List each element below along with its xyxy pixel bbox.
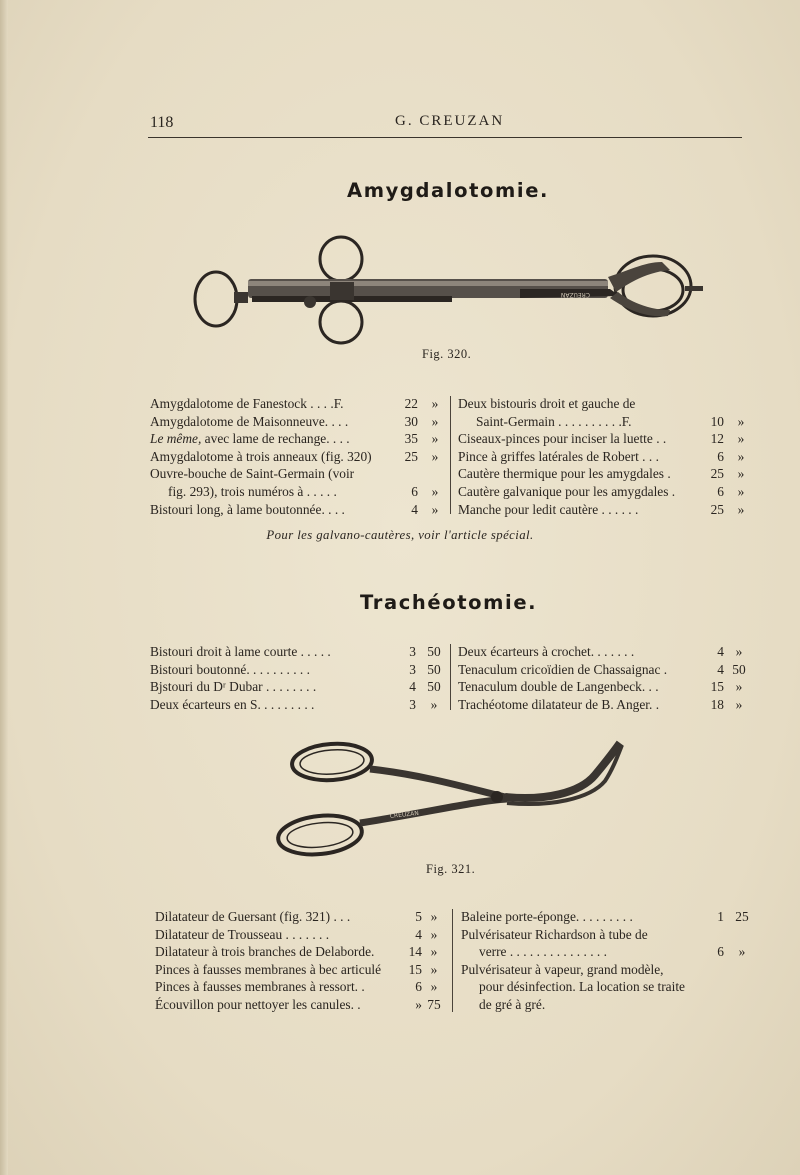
item-price-francs: 6	[717, 944, 724, 960]
item-label	[458, 661, 667, 679]
item-price-centimes: »	[430, 961, 438, 977]
item-label	[150, 430, 350, 448]
item-label	[479, 996, 545, 1014]
price-list-row	[458, 465, 758, 483]
item-label-text: Pulvérisateur Richardson à tube de	[461, 926, 648, 942]
item-label-text: Bjstouri du Dʳ Dubar . . . . . . . .	[150, 679, 317, 695]
item-label-text: Bistouri boutonné. . . . . . . . . .	[150, 661, 310, 677]
item-label-text: de gré à gré.	[479, 996, 546, 1012]
dilatateurs-column-divider	[452, 909, 453, 1012]
item-label	[155, 908, 350, 926]
item-label-text: Deux écarteurs à crochet. . . . . . .	[458, 644, 635, 659]
price-list-row	[155, 996, 450, 1014]
item-price-francs: 1	[717, 909, 724, 924]
item-price-francs: 4	[411, 501, 418, 517]
item-label-text: Pince à griffes latérales de Robert . . .	[458, 448, 659, 464]
item-price-centimes: »	[737, 448, 745, 464]
price-list-row	[150, 696, 445, 714]
item-label-text: pour désinfection. La location se traite	[479, 979, 685, 995]
item-price-francs: 4	[717, 644, 724, 659]
amygdalotomie-column-divider	[450, 396, 451, 514]
dilatateurs-right-list	[461, 908, 761, 1014]
item-label	[461, 961, 663, 979]
amygdalotomie-right-list	[458, 395, 758, 518]
amygdalotome-engraving: CREUZAN	[560, 291, 590, 298]
item-price-francs: 3	[409, 696, 416, 712]
item-price-francs: 3	[409, 661, 416, 677]
galvano-cautere-note: Pour les galvano-cautères, voir l'article spécial.	[266, 528, 534, 542]
item-label-text: Deux écarteurs en S. . . . . . . . .	[150, 696, 315, 712]
item-price-centimes: »	[735, 696, 743, 712]
item-price-francs: 6	[411, 483, 418, 499]
price-list-row	[461, 926, 761, 944]
price-list-row	[155, 908, 450, 926]
dilatateurs-left-list	[155, 908, 450, 1014]
item-label	[458, 696, 659, 714]
item-label	[155, 996, 361, 1014]
item-label	[150, 661, 310, 679]
item-label-text: Bistouri droit à lame courte . . . . .	[150, 644, 331, 659]
item-label	[150, 413, 348, 431]
figure-caption-320: Fig. 320.	[422, 347, 472, 361]
price-list-row	[458, 413, 758, 431]
item-label-text: Dilatateur de Guersant (fig. 321) . . .	[155, 909, 351, 924]
item-label	[458, 501, 638, 519]
item-label-text: Ouvre-bouche de Saint-Germain (voir	[150, 466, 355, 482]
item-label-text: Écouvillon pour nettoyer les canules. .	[155, 996, 361, 1012]
figure-caption-321: Fig. 321.	[426, 862, 476, 876]
item-label-text: Saint-Germain . . . . . . . . . .F.	[476, 413, 632, 429]
item-label-text: Cautère galvanique pour les amygdales .	[458, 483, 676, 499]
item-price-centimes: »	[738, 944, 746, 960]
price-list-row	[461, 996, 761, 1014]
item-price-centimes: »	[431, 448, 439, 464]
item-price-francs: 25	[710, 466, 724, 482]
item-label-text: Amygdalotome de Maisonneuve. . . .	[150, 413, 349, 429]
item-label	[458, 678, 659, 696]
item-label	[150, 448, 372, 466]
item-price-francs: 14	[408, 944, 422, 960]
item-label-text: Baleine porte-éponge. . . . . . . . .	[461, 909, 633, 924]
item-price-francs: 4	[415, 926, 422, 942]
price-list-row	[461, 908, 761, 926]
page-spine	[0, 0, 8, 1175]
item-price-centimes: »	[737, 466, 745, 482]
item-label	[150, 395, 343, 413]
price-list-row	[150, 413, 445, 431]
item-price-centimes: »	[431, 413, 439, 429]
item-label	[168, 483, 337, 501]
item-label	[461, 926, 648, 944]
item-price-francs: 6	[717, 483, 724, 499]
price-list-row	[458, 696, 758, 714]
item-label-text: avec lame de rechange. . . .	[201, 431, 350, 447]
item-label	[150, 465, 354, 483]
item-label	[479, 978, 685, 996]
item-price-francs: 22	[404, 396, 418, 411]
item-label	[461, 908, 633, 926]
dilator-illustration-icon	[275, 735, 630, 860]
item-label-text: verre . . . . . . . . . . . . . . .	[479, 944, 607, 960]
item-price-francs: 3	[409, 644, 416, 659]
item-label	[479, 943, 607, 961]
price-list-row	[155, 926, 450, 944]
item-label-text: Bistouri long, à lame boutonnée. . . .	[150, 501, 345, 517]
amygdalotomie-left-list	[150, 395, 445, 518]
item-price-centimes: »	[431, 396, 439, 411]
item-label-italic: Le même,	[150, 431, 202, 447]
price-list-row	[458, 483, 758, 501]
item-label	[150, 696, 314, 714]
item-price-centimes: »	[430, 909, 438, 924]
price-list-row	[458, 501, 758, 519]
price-list-row	[458, 430, 758, 448]
item-label-text: Tenaculum cricoïdien de Chassaignac .	[458, 661, 668, 677]
price-list-row	[461, 978, 761, 996]
item-label-text: Dilatateur à trois branches de Delaborde.	[155, 944, 375, 960]
price-list-row	[461, 943, 761, 961]
page-number: 118	[150, 114, 174, 131]
item-label	[150, 501, 345, 519]
item-label	[458, 465, 671, 483]
price-list-row	[458, 395, 758, 413]
section-title-tracheotomie: Trachéotomie.	[360, 591, 538, 614]
item-price-centimes: »	[431, 483, 439, 499]
item-label	[155, 961, 381, 979]
price-list-row	[155, 961, 450, 979]
section-title-amygdalotomie: Amygdalotomie.	[347, 179, 550, 202]
price-list-row	[150, 678, 445, 696]
item-price-centimes: 75	[427, 996, 441, 1012]
item-price-francs: 15	[710, 679, 724, 695]
price-list-row	[150, 395, 445, 413]
item-price-francs: »	[415, 996, 422, 1012]
item-label	[458, 395, 635, 413]
item-price-francs: 15	[408, 961, 422, 977]
item-price-centimes: »	[430, 696, 438, 712]
item-price-francs: 18	[710, 696, 724, 712]
item-price-centimes: 50	[427, 661, 441, 677]
item-label	[155, 943, 374, 961]
item-price-centimes: 50	[732, 661, 746, 677]
item-price-francs: 30	[404, 413, 418, 429]
item-price-centimes: »	[431, 501, 439, 517]
item-price-centimes: »	[737, 501, 745, 517]
item-label-text: Amygdalotome de Fanestock . . . .F.	[150, 396, 344, 411]
item-label-text: fig. 293), trois numéros à . . . . .	[168, 483, 337, 499]
item-price-francs: 25	[710, 501, 724, 517]
price-list-row	[150, 501, 445, 519]
item-label	[155, 978, 365, 996]
item-price-francs: 6	[717, 448, 724, 464]
item-label	[458, 483, 675, 501]
item-label-text: Cautère thermique pour les amygdales .	[458, 466, 671, 482]
price-list-row	[458, 678, 758, 696]
item-price-francs: 35	[404, 431, 418, 447]
item-label-text: Trachéotome dilatateur de B. Anger. .	[458, 696, 660, 712]
item-price-centimes: »	[430, 926, 438, 942]
price-list-row	[458, 643, 758, 661]
item-label-text: Tenaculum double de Langenbeck. . .	[458, 679, 659, 695]
item-price-francs: 12	[710, 431, 724, 447]
item-price-centimes: »	[431, 431, 439, 447]
price-list-row	[458, 661, 758, 679]
item-price-francs: 5	[415, 909, 422, 924]
item-price-francs: 6	[415, 979, 422, 995]
item-price-centimes: »	[430, 979, 438, 995]
tracheotomie-right-list	[458, 643, 758, 713]
price-list-row	[155, 943, 450, 961]
dilator-engraving: CREUZAN	[389, 809, 420, 820]
price-list-row	[155, 978, 450, 996]
item-label-text: Dilatateur de Trousseau . . . . . . .	[155, 926, 330, 942]
price-list-row	[150, 483, 445, 501]
item-label-text: Pinces à fausses membranes à bec articulé	[155, 961, 382, 977]
price-list-row	[461, 961, 761, 979]
item-label	[458, 430, 666, 448]
price-list-row	[150, 430, 445, 448]
item-label-text: Ciseaux-pinces pour inciser la luette . .	[458, 431, 667, 447]
item-label-text: Pulvérisateur à vapeur, grand modèle,	[461, 961, 664, 977]
item-price-centimes: »	[735, 679, 743, 695]
item-label	[150, 643, 331, 661]
item-price-francs: 25	[404, 448, 418, 464]
running-head: G. CREUZAN	[395, 113, 505, 129]
price-list-row	[150, 643, 445, 661]
tracheotomie-column-divider	[450, 644, 451, 710]
item-price-centimes: »	[737, 431, 745, 447]
item-label-text: Deux bistouris droit et gauche de	[458, 396, 636, 411]
price-list-row	[150, 465, 445, 483]
item-price-centimes: »	[735, 644, 743, 659]
item-label	[155, 926, 329, 944]
item-label	[458, 448, 659, 466]
item-price-centimes: 50	[427, 644, 441, 659]
item-price-centimes: 50	[427, 679, 441, 695]
tracheotomie-left-list	[150, 643, 445, 713]
item-label	[476, 413, 632, 431]
item-price-centimes: »	[737, 413, 745, 429]
price-list-row	[458, 448, 758, 466]
price-list-row	[150, 448, 445, 466]
item-price-francs: 4	[717, 661, 724, 677]
item-label	[150, 678, 316, 696]
item-label	[458, 643, 634, 661]
item-label-text: Amygdalotome à trois anneaux (fig. 320)	[150, 448, 372, 464]
item-label-text: Pinces à fausses membranes à ressort. .	[155, 979, 365, 995]
price-list-row	[150, 661, 445, 679]
item-price-francs: 10	[710, 413, 724, 429]
amygdalotome-illustration-icon	[190, 232, 710, 347]
item-label-text: Manche pour ledit cautère . . . . . .	[458, 501, 639, 517]
item-price-francs: 4	[409, 679, 416, 695]
item-price-centimes: »	[430, 944, 438, 960]
item-price-centimes: »	[737, 483, 745, 499]
item-price-centimes: 25	[735, 909, 749, 924]
header-rule	[148, 137, 742, 138]
